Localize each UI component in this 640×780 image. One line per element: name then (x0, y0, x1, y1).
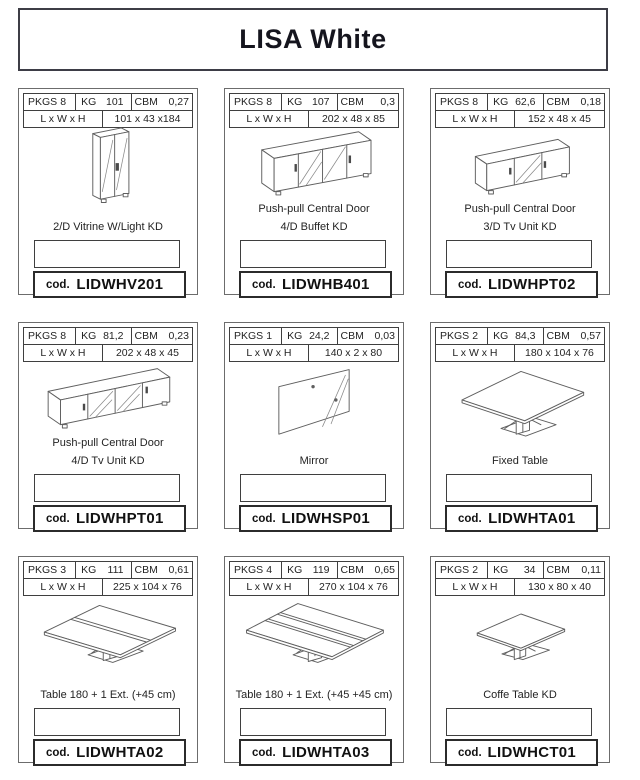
dims-label: L x W x H (24, 345, 103, 361)
product-grid (18, 88, 610, 763)
cod-box (239, 271, 392, 298)
dims-label: L x W x H (24, 111, 103, 127)
pkgs-value: 1 (266, 330, 273, 342)
desc-line-2: 3/D Tv Unit KD (483, 221, 557, 233)
kg-value: 84,3 (515, 330, 536, 342)
extending-table-2ext-drawing (239, 595, 389, 671)
desc-line-2: Table 180 + 1 Ext. (+45 +45 cm) (235, 689, 393, 701)
kg-label: KG (81, 564, 97, 576)
dims-label: L x W x H (230, 111, 309, 127)
product-code: LIDWHTA03 (282, 744, 370, 761)
pkgs-label: PKGS (234, 96, 264, 108)
desc-line-2: Table 180 + 1 Ext. (+45 cm) (40, 689, 176, 701)
fixed-table-drawing (445, 361, 595, 437)
cod-label: cod. (46, 512, 70, 525)
cbm-value: 0,03 (374, 330, 395, 342)
product-code: LIDWHTA01 (488, 510, 576, 527)
spec-table (229, 327, 399, 362)
page-title: LISA White (239, 24, 387, 54)
dims-value: 270 x 104 x 76 (319, 581, 388, 593)
product-figure (23, 128, 193, 202)
pkgs-value: 8 (60, 330, 67, 342)
kg-label: KG (493, 330, 509, 342)
spec-table (435, 327, 605, 362)
pkgs-label: PKGS (440, 330, 470, 342)
cbm-value: 0,27 (168, 96, 189, 108)
kg-label: KG (493, 564, 509, 576)
kg-value: 24,2 (309, 330, 330, 342)
dims-value: 101 x 43 x184 (114, 113, 181, 125)
cbm-label: CBM (134, 564, 158, 576)
cbm-label: CBM (340, 564, 364, 576)
kg-label: KG (81, 330, 97, 342)
card-fixed-table (430, 322, 610, 529)
desc-line-1 (435, 436, 605, 450)
vitrine-drawing (33, 127, 183, 203)
pkgs-label: PKGS (440, 564, 470, 576)
blank-code-box (240, 708, 386, 736)
desc-line-1: Push-pull Central Door (52, 437, 164, 449)
product-figure (435, 596, 605, 670)
buffet-drawing (239, 127, 389, 203)
card-vitrine (18, 88, 198, 295)
desc-line-2: 4/D Tv Unit KD (71, 455, 145, 467)
desc-line-2: Coffe Table KD (483, 689, 557, 701)
product-figure (23, 596, 193, 670)
product-figure (229, 596, 399, 670)
dims-label: L x W x H (436, 579, 515, 595)
dims-value: 130 x 80 x 40 (527, 581, 591, 593)
desc-line-1: Push-pull Central Door (258, 203, 370, 215)
kg-label: KG (287, 330, 303, 342)
blank-code-box (240, 240, 386, 268)
tv-unit-4d-drawing (33, 361, 183, 437)
pkgs-value: 3 (60, 564, 67, 576)
pkgs-label: PKGS (440, 96, 470, 108)
product-figure (435, 128, 605, 202)
pkgs-value: 2 (472, 330, 479, 342)
blank-code-box (34, 708, 180, 736)
cod-box (445, 505, 598, 532)
kg-label: KG (493, 96, 509, 108)
dims-value: 225 x 104 x 76 (113, 581, 182, 593)
kg-value: 101 (105, 96, 124, 108)
pkgs-label: PKGS (234, 564, 264, 576)
cbm-label: CBM (340, 96, 364, 108)
card-coffee-table (430, 556, 610, 763)
desc-line-1 (23, 670, 193, 684)
product-code: LIDWHPT01 (75, 510, 164, 527)
pkgs-value: 8 (266, 96, 273, 108)
dims-value: 140 x 2 x 80 (324, 347, 383, 359)
cbm-value: 0,23 (168, 330, 189, 342)
kg-value: 107 (311, 96, 330, 108)
card-table-2ext (224, 556, 404, 763)
desc-line-1 (435, 670, 605, 684)
cod-label: cod. (252, 746, 276, 759)
cbm-value: 0,61 (168, 564, 189, 576)
dims-label: L x W x H (24, 579, 103, 595)
cod-box (239, 505, 392, 532)
cod-label: cod. (252, 512, 276, 525)
blank-code-box (34, 240, 180, 268)
dims-value: 202 x 48 x 85 (321, 113, 385, 125)
product-code: LIDWHCT01 (487, 744, 577, 761)
blank-code-box (34, 474, 180, 502)
spec-table (23, 93, 193, 128)
desc-line-2: 2/D Vitrine W/Light KD (53, 221, 163, 233)
cod-label: cod. (46, 746, 70, 759)
cod-box (33, 505, 186, 532)
kg-value: 62,6 (515, 96, 536, 108)
desc-line-1: Push-pull Central Door (464, 203, 576, 215)
title-box (18, 8, 608, 71)
dims-label: L x W x H (436, 345, 515, 361)
desc-line-2: 4/D Buffet KD (280, 221, 348, 233)
pkgs-label: PKGS (234, 330, 264, 342)
kg-value: 119 (312, 564, 330, 576)
spec-table (229, 93, 399, 128)
pkgs-label: PKGS (28, 330, 58, 342)
dims-value: 180 x 104 x 76 (525, 347, 594, 359)
blank-code-box (446, 240, 592, 268)
product-code: LIDWHSP01 (281, 510, 371, 527)
coffee-table-drawing (445, 595, 595, 671)
desc-line-1 (229, 670, 399, 684)
product-code: LIDWHTA02 (76, 744, 164, 761)
pkgs-value: 8 (60, 96, 67, 108)
product-figure (229, 128, 399, 202)
spec-table (435, 561, 605, 596)
card-buffet (224, 88, 404, 295)
cbm-value: 0,3 (380, 96, 395, 108)
dims-value: 152 x 48 x 45 (527, 113, 591, 125)
cbm-label: CBM (340, 330, 364, 342)
spec-table (229, 561, 399, 596)
kg-value: 34 (523, 564, 536, 576)
pkgs-value: 2 (472, 564, 479, 576)
cbm-label: CBM (546, 330, 570, 342)
product-code: LIDWHB401 (281, 276, 370, 293)
mirror-drawing (239, 361, 389, 437)
tv-unit-3d-drawing (445, 127, 595, 203)
cod-box (445, 739, 598, 766)
product-figure (229, 362, 399, 436)
cbm-label: CBM (546, 96, 570, 108)
cod-label: cod. (252, 278, 276, 291)
cbm-label: CBM (134, 96, 158, 108)
pkgs-value: 8 (472, 96, 479, 108)
blank-code-box (446, 474, 592, 502)
cod-label: cod. (458, 512, 482, 525)
dims-label: L x W x H (230, 345, 309, 361)
dims-value: 202 x 48 x 45 (115, 347, 179, 359)
spec-table (23, 327, 193, 362)
cbm-label: CBM (546, 564, 570, 576)
kg-label: KG (287, 564, 303, 576)
product-code: LIDWHV201 (76, 276, 164, 293)
cod-label: cod. (458, 278, 482, 291)
cbm-value: 0,57 (580, 330, 601, 342)
blank-code-box (446, 708, 592, 736)
dims-label: L x W x H (230, 579, 309, 595)
kg-value: 111 (107, 564, 124, 576)
desc-line-2: Fixed Table (491, 455, 549, 467)
kg-value: 81,2 (103, 330, 124, 342)
dims-label: L x W x H (436, 111, 515, 127)
cod-label: cod. (458, 746, 482, 759)
cbm-value: 0,65 (374, 564, 395, 576)
cbm-value: 0,18 (580, 96, 601, 108)
product-figure (435, 362, 605, 436)
extending-table-1ext-drawing (33, 595, 183, 671)
cbm-value: 0,11 (581, 564, 601, 576)
desc-line-2: Mirror (299, 455, 329, 467)
pkgs-value: 4 (266, 564, 273, 576)
product-figure (23, 362, 193, 436)
spec-table (23, 561, 193, 596)
cbm-label: CBM (134, 330, 158, 342)
spec-table (435, 93, 605, 128)
card-mirror (224, 322, 404, 529)
cod-box (445, 271, 598, 298)
card-table-1ext (18, 556, 198, 763)
cod-box (33, 739, 186, 766)
cod-box (33, 271, 186, 298)
pkgs-label: PKGS (28, 96, 58, 108)
kg-label: KG (287, 96, 303, 108)
cod-box (239, 739, 392, 766)
kg-label: KG (81, 96, 97, 108)
card-tv-unit-4d (18, 322, 198, 529)
desc-line-1 (23, 202, 193, 216)
desc-line-1 (229, 436, 399, 450)
blank-code-box (240, 474, 386, 502)
cod-label: cod. (46, 278, 70, 291)
product-code: LIDWHPT02 (487, 276, 576, 293)
card-tv-unit-3d (430, 88, 610, 295)
pkgs-label: PKGS (28, 564, 58, 576)
